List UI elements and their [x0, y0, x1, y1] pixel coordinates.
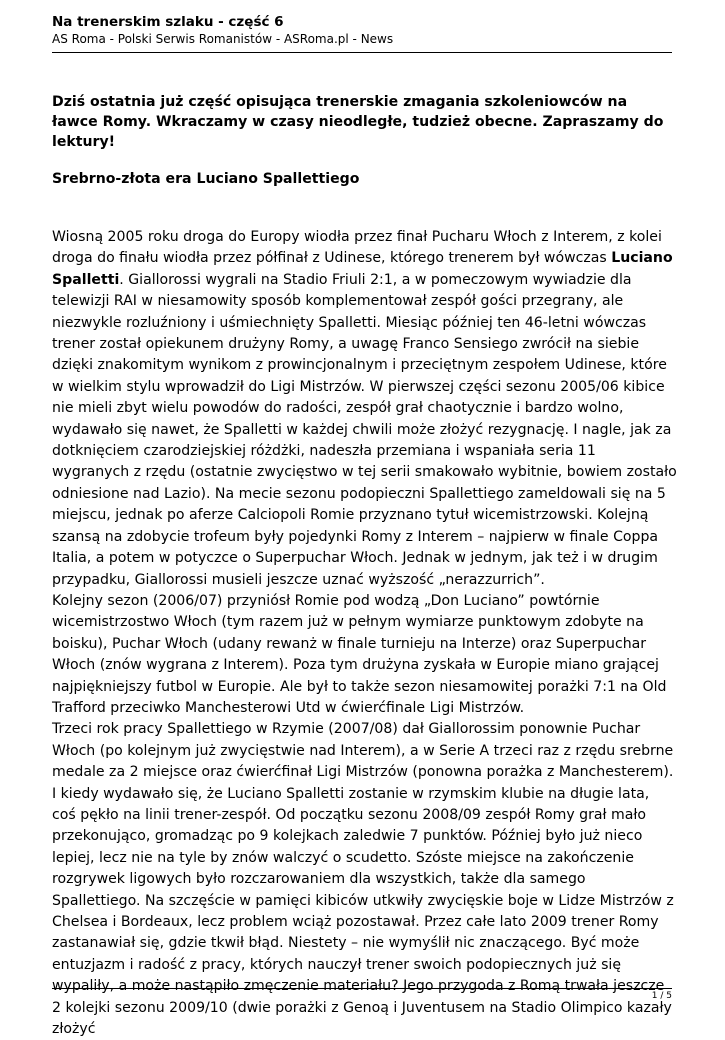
footer-divider [52, 988, 672, 989]
page-header [52, 14, 672, 48]
coach-name: Luciano Spalletti [52, 250, 673, 288]
section-spacer [52, 189, 677, 227]
article-content [52, 92, 677, 1040]
article-paragraph [52, 227, 677, 591]
paragraph-text: Wiosną 2005 roku droga do Europy wiodła przez finał Pucharu Włoch z Interem, z kolei droga do finału wiodła przez półfinał z Udinese, którego trenerem był wówczas [52, 229, 662, 267]
article-paragraph: Trzeci rok pracy Spallettiego w Rzymie (2007/08) dał Giallorossim ponownie Puchar Włoch (po kolejnym już zwycięstwie nad Interem), a w Serie A trzeci raz z rzędu srebrne medale za 2 miejsce oraz ćwierćfinał Ligi Mistrzów (ponowna porażka z Manchesterem). I kiedy wydawało się, że Luciano Spalletti zostanie w rzymskim klubie na długie lata, coś pękło na linii trener-zespół. Od początku sezonu 2008/09 zespół Romy grał mało przekonująco, gromadząc po 9 kolejkach zaledwie 7 punktów. Później było już nieco lepiej, lecz nie na tyle by znów walczyć o scudetto. Szóste miejsce na zakończenie rozgrywek ligowych było rozczarowaniem dla wszystkich, także dla samego Spallettiego. Na szczęście w pamięci kibiców utkwiły zwycięskie boje w Lidze Mistrzów z Chelsea i Bordeaux, lecz problem wciąż pozostawał. Przez całe lato 2009 trener Romy zastanawiał się, gdzie tkwił błąd. Niestety – nie wymyślił nic znaczącego. Być może entuzjazm i radość z pracy, których nauczył trener swoich podopiecznych już się wypaliły, a może nastąpiło zmęczenie materiału? Jego przygoda z Romą trwała jeszcze 2 kolejki sezonu 2009/10 (dwie porażki z Genoą i Juventusem na Stadio Olimpico kazały złożyć [52, 721, 674, 1038]
paragraph-text: . Giallorossi wygrali na Stadio Friuli 2:1, a w pomeczowym wywiadzie dla telewizji RAI w niesamowity sposób komplementował zespół gości przegrany, ale niezwykle rozluźniony i uśmiechnięty Spalletti. Miesiąc później ten 46-letni wówczas trener został opiekunem drużyny Romy, a uwagę Franco Sensiego zwrócił na siebie dzięki znakomitym wynikom z prowincjonalnym i przeciętnym zespołem Udinese, które w wielkim stylu wprowadził do Ligi Mistrzów. W pierwszej części sezonu 2005/06 kibice nie mieli zbyt wielu powodów do radości, zespół grał chaotycznie i bardzo wolno, wydawało się nawet, że Spalletti w każdej chwili może złożyć rezygnację. I nagle, jak za dotknięciem czarodziejskiej różdżki, nadeszła przemiana i wspaniała seria 11 wygranych z rzędu (ostatnie zwycięstwo w tej serii smakowało wybitnie, bowiem zostało odniesione nad Lazio). Na mecie sezonu podopieczni Spallettiego zameldowali się na 5 miejscu, jednak po aferze Calciopoli Romie przyznano tytuł wicemistrzowski. Kolejną szansą na zdobycie trofeum były pojedynki Romy z Interem – najpierw w finale Coppa Italia, a potem w potyczce o Superpuchar Włoch. Jednak w jednym, jak też i w drugim przypadku, Giallorossi musieli jeszcze uznać wyższość „nerazzurrich”. [52, 271, 677, 588]
document-subtitle: AS Roma - Polski Serwis Romanistów - ASRoma.pl - News [52, 32, 394, 46]
header-divider [52, 52, 672, 53]
page-number: 1 / 5 [651, 991, 672, 1001]
document-title: Na trenerskim szlaku - część 6 [52, 14, 284, 30]
article-body [52, 227, 677, 1040]
section-title: Srebrno-złota era Luciano Spallettiego [52, 171, 360, 187]
article-lead: Dziś ostatnia już część opisująca trenerskie zmagania szkoleniowców na ławce Romy. Wkraczamy w czasy nieodległe, tudzież obecne. Zapraszamy do lektury! [52, 94, 664, 150]
article-paragraph: Kolejny sezon (2006/07) przyniósł Romie pod wodzą „Don Luciano” powtórnie wicemistrzostwo Włoch (tym razem już w pełnym wymiarze punktowym zdobyte na boisku), Puchar Włoch (udany rewanż w finale turnieju na Interze) oraz Superpuchar Włoch (znów wygrana z Interem). Poza tym drużyna zyskała w Europie miano grającej najpiękniejszy futbol w Europie. Ale był to także sezon niesamowitej porażki 7:1 na Old Trafford przeciwko Manchesterowi Utd w ćwierćfinale Ligi Mistrzów. [52, 592, 667, 716]
